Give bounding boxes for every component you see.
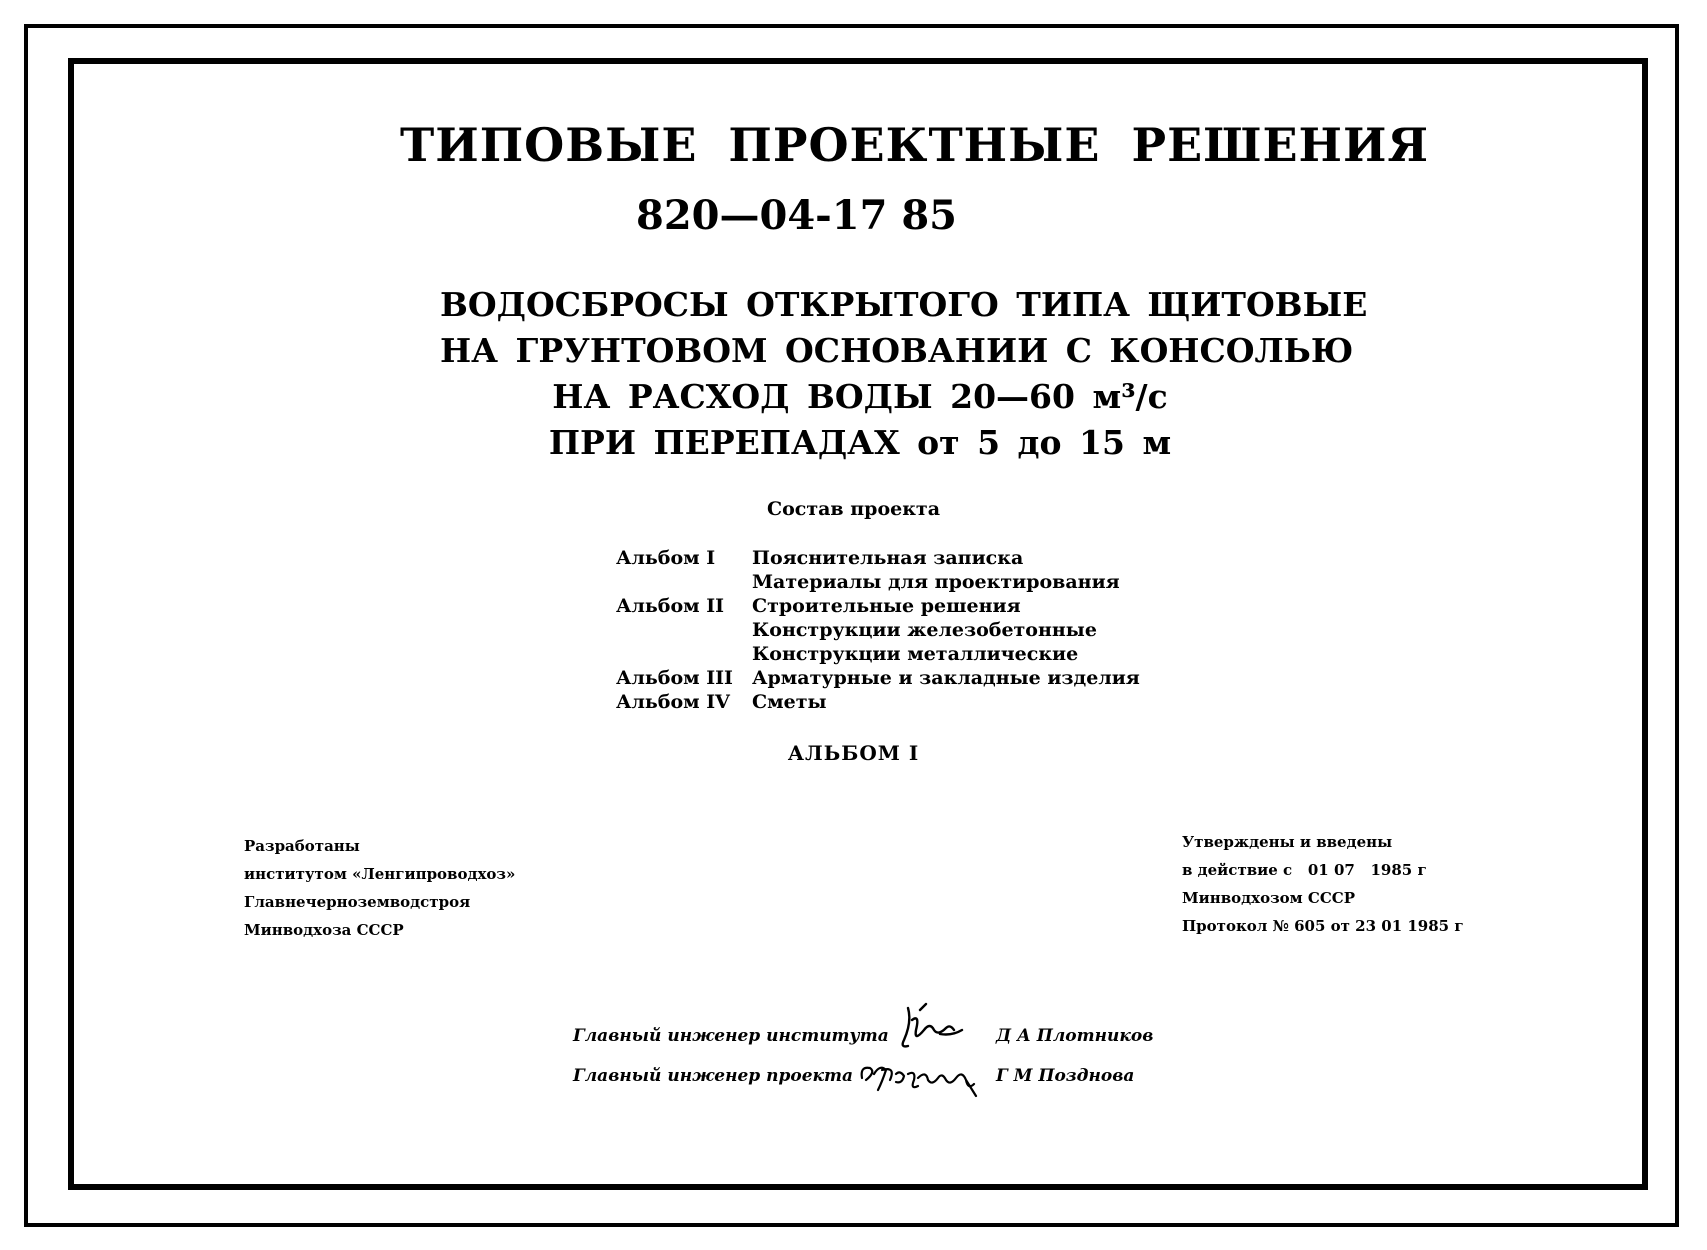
approval-line: в действие с 01 07 1985 г	[1182, 861, 1427, 879]
developed-line: Минводхоза СССР	[244, 921, 404, 939]
subtitle-line-4: ПРИ ПЕРЕПАДАХ от 5 до 15 м	[548, 423, 1172, 462]
signature-name: Д А Плотников	[996, 1026, 1154, 1046]
album-name: Альбом II	[616, 595, 725, 617]
signature-role: Главный инженер института	[573, 1026, 889, 1046]
album-row	[616, 666, 1140, 690]
document-code: 820—04-17 85	[636, 192, 958, 239]
signature-row-chief-engineer-institute	[0, 1022, 1707, 1062]
album-items	[752, 690, 827, 714]
album-item: Арматурные и закладные изделия	[752, 667, 1140, 689]
album-name: Альбом III	[616, 667, 733, 689]
album-row	[616, 690, 1140, 714]
album-item: Конструкции металлические	[752, 643, 1079, 665]
album-items	[752, 666, 1140, 690]
album-list	[616, 546, 1140, 714]
album-row	[616, 594, 1140, 666]
signature-role: Главный инженер проекта	[573, 1066, 854, 1086]
album-item: Материалы для проектирования	[752, 571, 1120, 593]
album-name: Альбом IV	[616, 691, 730, 713]
approval-line: Минводхозом СССР	[1182, 889, 1356, 907]
developed-line: институтом «Ленгипроводхоз»	[244, 865, 516, 883]
current-album-label: АЛЬБОМ I	[787, 741, 920, 765]
handwritten-signature-icon	[890, 1000, 970, 1060]
subtitle-line-1: ВОДОСБРОСЫ ОТКРЫТОГО ТИПА ЩИТОВЫЕ	[440, 285, 1368, 324]
approval-line: Утверждены и введены	[1182, 833, 1393, 851]
developed-line: Разработаны	[244, 837, 360, 855]
composition-heading: Состав проекта	[766, 498, 941, 520]
album-item: Пояснительная записка	[752, 547, 1024, 569]
approval-block	[1182, 828, 1464, 940]
album-item: Сметы	[752, 691, 827, 713]
developed-line: Главнечерноземводстроя	[244, 893, 471, 911]
album-row	[616, 546, 1140, 594]
signature-row-chief-engineer-project	[0, 1062, 1707, 1102]
album-item: Строительные решения	[752, 595, 1021, 617]
document-title: ТИПОВЫЕ ПРОЕКТНЫЕ РЕШЕНИЯ	[400, 118, 1430, 172]
album-items	[752, 546, 1120, 594]
subtitle-line-3: НА РАСХОД ВОДЫ 20—60 м³/с	[552, 377, 1168, 416]
approval-line: Протокол № 605 от 23 01 1985 г	[1182, 917, 1464, 935]
album-item: Конструкции железобетонные	[752, 619, 1097, 641]
handwritten-signature-icon	[856, 1056, 986, 1102]
album-name: Альбом I	[616, 547, 716, 569]
signature-name: Г М Позднова	[996, 1066, 1135, 1086]
document-subtitle	[440, 282, 1368, 466]
subtitle-line-2: НА ГРУНТОВОМ ОСНОВАНИИ С КОНСОЛЬЮ	[440, 331, 1354, 370]
album-items	[752, 594, 1097, 666]
developed-by-block	[244, 832, 515, 944]
